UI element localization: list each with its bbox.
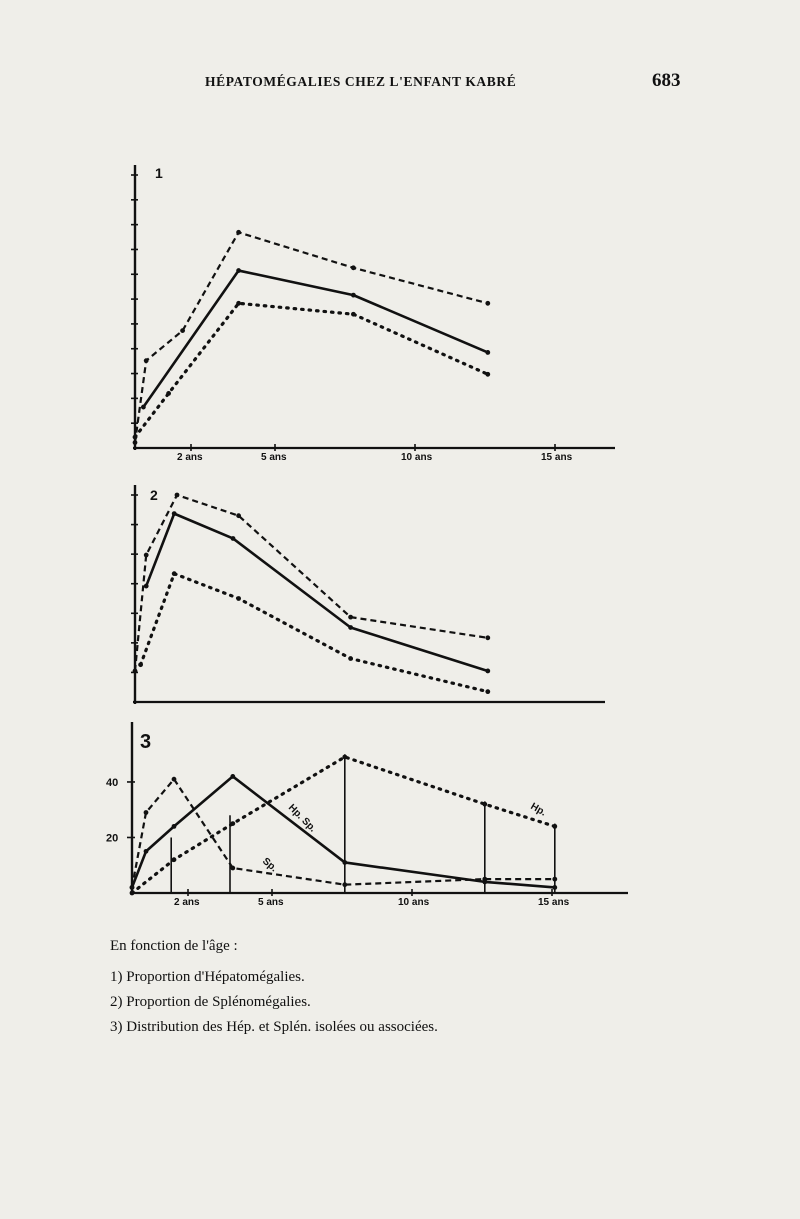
chart2-series-solid-line xyxy=(146,514,488,671)
chart3-panel-label: 3 xyxy=(140,731,152,753)
chart2-series-solid-point xyxy=(485,669,490,674)
chart1-series-solid-line xyxy=(143,271,487,408)
chart2-series-dotted-point xyxy=(485,689,490,694)
chart3-series-solid-point xyxy=(230,774,235,779)
chart3-series-annotation: Hp. Sp. xyxy=(285,802,319,835)
chart3-series-dotted-line xyxy=(132,757,555,893)
chart3-series-dashed-line xyxy=(132,779,555,887)
chart1-series-dashed-line xyxy=(135,232,488,442)
chart3-series-dotted-point xyxy=(172,857,177,862)
chart1-series-dotted-point xyxy=(236,301,241,306)
chart3-series-annotation: Hp. xyxy=(528,801,548,819)
chart3-x-tick-label: 5 ans xyxy=(258,897,284,908)
chart1-series-dotted-point xyxy=(351,312,356,317)
chart2-series-dashed-point xyxy=(348,615,353,620)
chart1-x-tick-label: 2 ans xyxy=(177,452,203,463)
chart1-series-dashed-point xyxy=(133,440,138,445)
chart1-series-dashed-point xyxy=(180,328,185,333)
chart2-series-dotted-point xyxy=(138,662,143,667)
chart3-series-dotted-point xyxy=(482,802,487,807)
chart1-series-dotted-line xyxy=(135,303,488,437)
chart3-series-dotted-point xyxy=(130,891,135,896)
chart2-series-dashed-line xyxy=(135,495,488,671)
chart2-series-solid-point xyxy=(231,536,236,541)
caption-item-3: 3) Distribution des Hép. et Splén. isolées ou associées. xyxy=(110,1019,438,1035)
chart2-series-solid-point xyxy=(172,511,177,516)
chart3-series-dashed-point xyxy=(230,866,235,871)
chart2-series-solid-point xyxy=(144,584,149,589)
chart3-x-tick-label: 15 ans xyxy=(538,897,570,908)
chart2-series-dashed-point xyxy=(144,553,149,558)
chart3-series-solid-point xyxy=(172,824,177,829)
page-number: 683 xyxy=(652,70,681,91)
chart3-x-tick-label: 10 ans xyxy=(398,897,430,908)
chart3-series-dotted-point xyxy=(230,821,235,826)
chart1-x-tick-label: 15 ans xyxy=(541,452,573,463)
caption-title: En fonction de l'âge : xyxy=(110,938,238,954)
caption-item-2: 2) Proportion de Splénomégalies. xyxy=(110,994,311,1010)
chart3-series-annotation: Sp. xyxy=(260,855,280,875)
chart1-series-dashed-point xyxy=(351,265,356,270)
chart1-panel-label: 1 xyxy=(155,165,163,181)
chart3-series-dashed-point xyxy=(482,877,487,882)
chart1-series-solid-point xyxy=(236,268,241,273)
chart2-series-dashed-point xyxy=(133,669,138,674)
chart3-series-dashed-point xyxy=(144,810,149,815)
chart3-series-dotted-point xyxy=(552,824,557,829)
chart2-series-dotted-point xyxy=(172,571,177,576)
chart1-series-dashed-point xyxy=(144,358,149,363)
chart2-panel-label: 2 xyxy=(150,487,158,503)
chart1-series-dotted-point xyxy=(166,391,171,396)
chart2-series-solid-point xyxy=(348,625,353,630)
chart3-y-tick-label: 40 xyxy=(106,776,119,789)
chart1-series-dotted-point xyxy=(485,372,490,377)
chart3-series-dashed-point xyxy=(342,882,347,887)
chart3-series-dashed-point xyxy=(552,877,557,882)
chart1-series-solid-point xyxy=(351,293,356,298)
chart3-x-tick-label: 2 ans xyxy=(174,897,200,908)
caption-item-1: 1) Proportion d'Hépatomégalies. xyxy=(110,969,305,985)
chart1-series-solid-point xyxy=(485,350,490,355)
chart1-series-dashed-point xyxy=(485,301,490,306)
chart3-y-tick-label: 20 xyxy=(106,832,119,845)
chart2-series-dashed-point xyxy=(175,493,180,498)
chart3-series-dotted-point xyxy=(342,755,347,760)
chart3-series-solid-point xyxy=(552,885,557,890)
chart1-x-tick-label: 10 ans xyxy=(401,452,433,463)
chart3-series-solid-line xyxy=(132,776,555,887)
chart2-series-dotted-point xyxy=(348,656,353,661)
chart2-series-dashed-point xyxy=(236,513,241,518)
chart3-series-dashed-point xyxy=(130,885,135,890)
chart2-series-dotted-point xyxy=(236,596,241,601)
chart1-x-tick-label: 5 ans xyxy=(261,452,287,463)
chart3-series-dashed-point xyxy=(172,777,177,782)
chart3-series-solid-point xyxy=(144,849,149,854)
chart2-series-dashed-point xyxy=(485,635,490,640)
chart3-series-solid-point xyxy=(342,860,347,865)
chart2-series-dotted-line xyxy=(141,574,488,692)
chart1-series-dotted-point xyxy=(133,435,138,440)
chart1-series-solid-point xyxy=(141,405,146,410)
running-head: HÉPATOMÉGALIES CHEZ L'ENFANT KABRÉ xyxy=(205,74,517,89)
chart1-series-dashed-point xyxy=(236,230,241,235)
figure-caption xyxy=(110,938,670,1044)
